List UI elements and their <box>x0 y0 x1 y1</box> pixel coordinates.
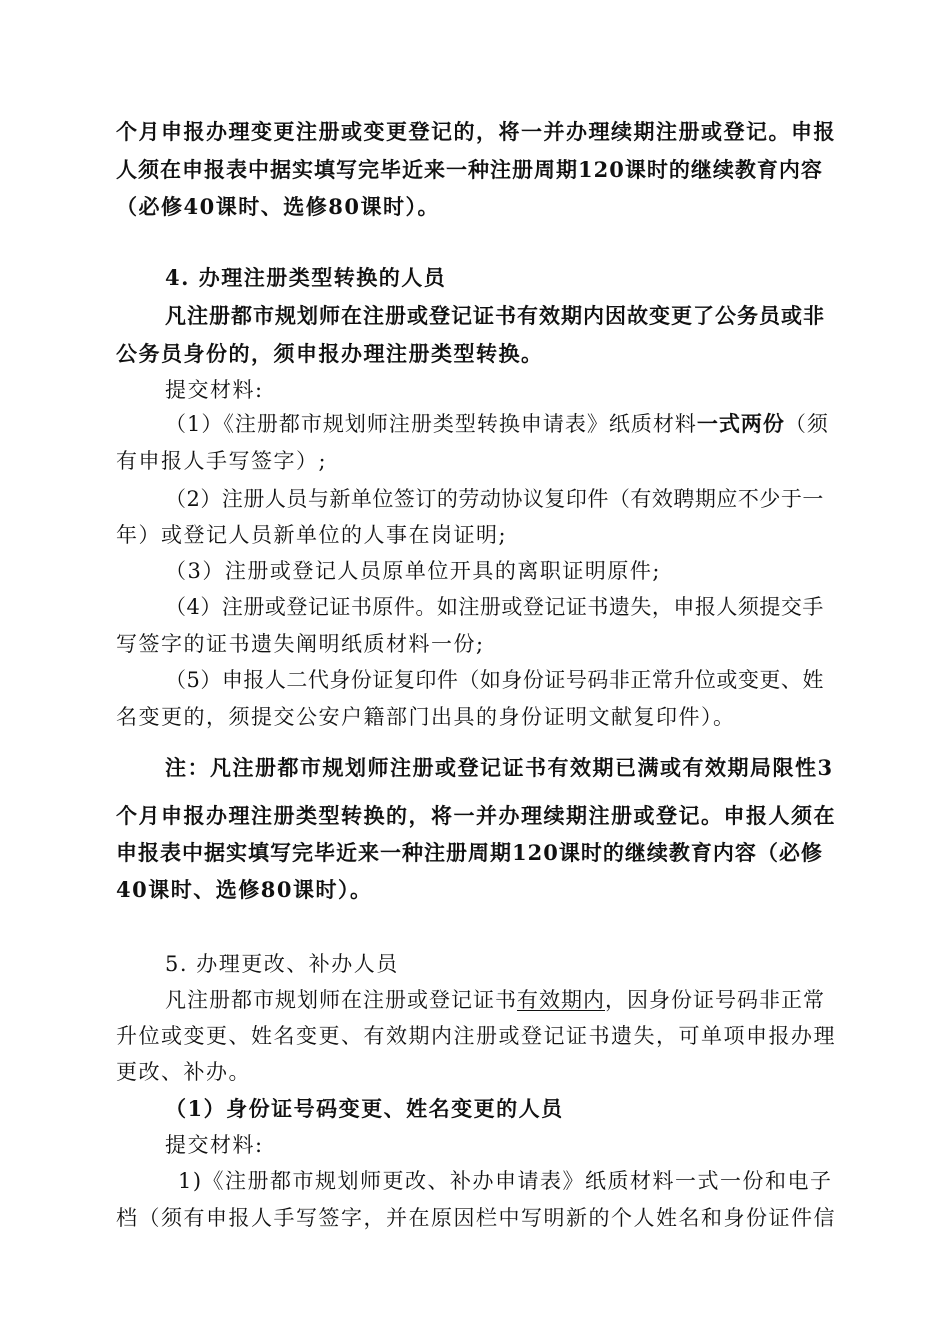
section5-sub1-heading: （1）身份证号码变更、姓名变更的人员 <box>165 1096 564 1121</box>
section4-note-line2: 个月申报办理注册类型转换的，将一并办理续期注册或登记。申报人须在 <box>116 803 836 828</box>
note1-line2: 人须在申报表中据实填写完毕近来一种注册周期120课时的继续教育内容 <box>116 157 823 182</box>
section5-intro-line1 <box>165 987 825 1013</box>
section5-item1-line2: 档（须有申报人手写签字，并在原因栏中写明新的个人姓名和身份证件信 <box>116 1206 836 1230</box>
section4-note-line3: 申报表中据实填写完毕近来一种注册周期120课时的继续教育内容（必修 <box>116 840 823 865</box>
section5-item1-line1: 1)《注册都市规划师更改、补办申请表》纸质材料一式一份和电子 <box>178 1169 833 1193</box>
section4-materials-label: 提交材料: <box>165 378 264 402</box>
section4-intro-line1: 凡注册都市规划师在注册或登记证书有效期内因故变更了公务员或非 <box>165 303 825 328</box>
section5-intro-line2: 升位或变更、姓名变更、有效期内注册或登记证书遗失，可单项申报办理 <box>116 1024 836 1048</box>
section4-item3-line1: （3）注册或登记人员原单位开具的离职证明原件; <box>165 559 661 583</box>
section4-item4-line1: （4）注册或登记证书原件。如注册或登记证书遗失，申报人须提交手 <box>165 595 824 619</box>
item1-copies-bold: 一式两份 <box>696 411 785 436</box>
section4-heading: 4. 办理注册类型转换的人员 <box>165 265 447 290</box>
section5-intro-a: 凡注册都市规划师在注册或登记证书 <box>165 988 517 1012</box>
section4-intro-line2: 公务员身份的，须申报办理注册类型转换。 <box>116 341 544 366</box>
section4-note-line1: 注：凡注册都市规划师注册或登记证书有效期已满或有效期局限性3 <box>165 755 834 780</box>
note1-line1: 个月申报办理变更注册或变更登记的，将一并办理续期注册或登记。申报 <box>116 119 836 144</box>
section4-item4-line2: 写签字的证书遗失阐明纸质材料一份; <box>116 632 485 656</box>
section4-item2-line1: （2）注册人员与新单位签订的劳动协议复印件（有效聘期应不少于一 <box>165 487 824 511</box>
section4-item1-line2: 有申报人手写签字）; <box>116 449 328 473</box>
section4-item2-line2: 年）或登记人员新单位的人事在岗证明; <box>116 523 508 547</box>
note1-line3: （必修40课时、选修80课时）。 <box>116 194 440 219</box>
section4-item1-line1 <box>165 411 829 437</box>
section4-item5-line1: （5）申报人二代身份证复印件（如身份证号码非正常升位或变更、姓 <box>165 668 824 692</box>
item1-text-c: （须 <box>784 412 829 436</box>
validity-underlined: 有效期内 <box>517 988 605 1012</box>
section4-note-line4: 40课时、选修80课时）。 <box>116 877 373 902</box>
item1-text-a: （1）《注册都市规划师注册类型转换申请表》纸质材料 <box>165 412 697 436</box>
section5-intro-c: ，因身份证号码非正常 <box>605 988 825 1012</box>
section5-heading: 5. 办理更改、补办人员 <box>165 952 399 976</box>
section5-intro-line3: 更改、补办。 <box>116 1060 251 1084</box>
section4-item5-line2: 名变更的，须提交公安户籍部门出具的身份证明文献复印件）。 <box>116 705 736 729</box>
section5-materials-label: 提交材料: <box>165 1133 264 1157</box>
